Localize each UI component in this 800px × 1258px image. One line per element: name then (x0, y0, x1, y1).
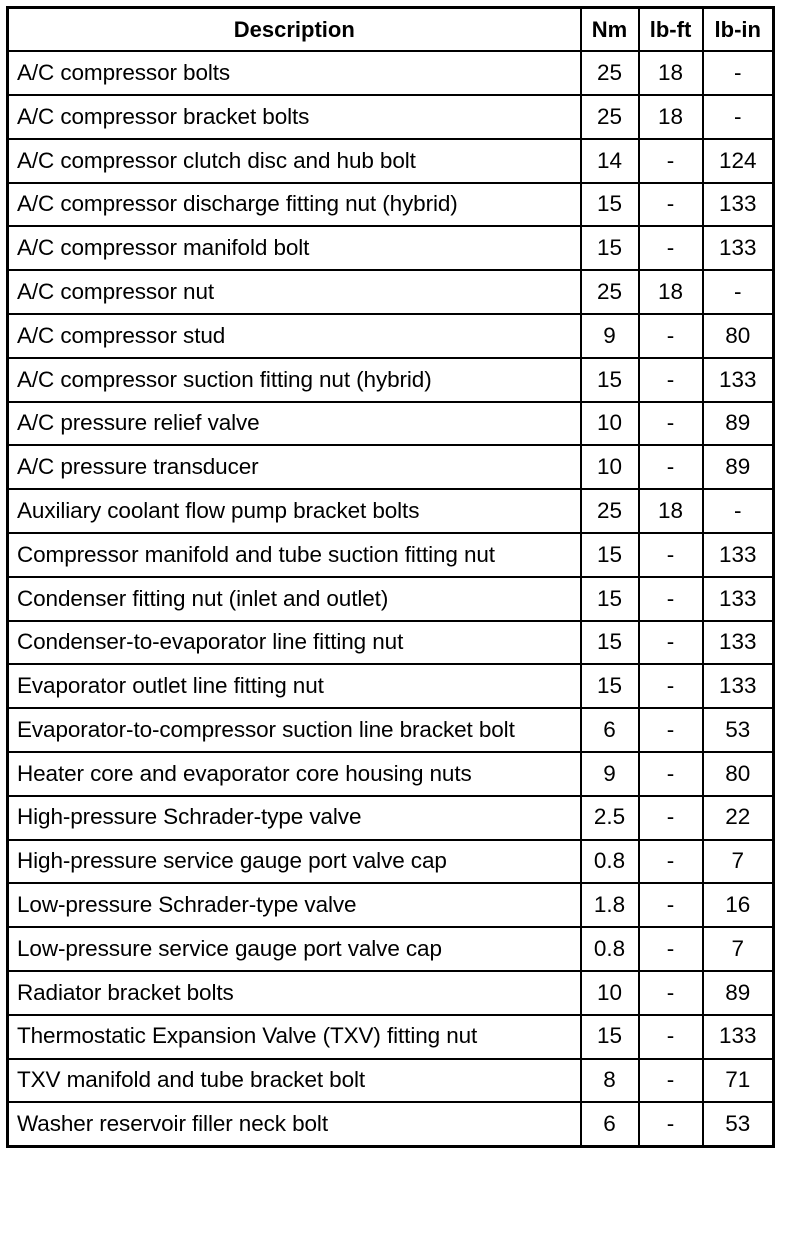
description-cell: Thermostatic Expansion Valve (TXV) fitting nut (8, 1015, 581, 1059)
lb-ft-cell: - (639, 708, 703, 752)
lb-ft-cell: - (639, 664, 703, 708)
description-cell: Evaporator outlet line fitting nut (8, 664, 581, 708)
nm-cell: 15 (581, 664, 639, 708)
lb-in-cell: 22 (703, 796, 774, 840)
lb-ft-cell: - (639, 577, 703, 621)
lb-ft-cell: 18 (639, 270, 703, 314)
header-row (8, 8, 774, 52)
table-row (8, 796, 774, 840)
table-row (8, 708, 774, 752)
nm-cell: 25 (581, 95, 639, 139)
description-cell: High-pressure Schrader-type valve (8, 796, 581, 840)
table-row (8, 1059, 774, 1103)
lb-in-cell: 71 (703, 1059, 774, 1103)
lb-in-cell: 133 (703, 664, 774, 708)
table-row (8, 314, 774, 358)
nm-cell: 15 (581, 1015, 639, 1059)
table-body (8, 51, 774, 1146)
description-cell: Condenser-to-evaporator line fitting nut (8, 621, 581, 665)
table-row (8, 840, 774, 884)
table-row (8, 971, 774, 1015)
nm-cell: 6 (581, 1102, 639, 1146)
table-row (8, 183, 774, 227)
description-cell: A/C compressor stud (8, 314, 581, 358)
lb-ft-cell: - (639, 971, 703, 1015)
nm-cell: 2.5 (581, 796, 639, 840)
lb-in-cell: 89 (703, 971, 774, 1015)
header-description: Description (8, 8, 581, 52)
lb-ft-cell: 18 (639, 489, 703, 533)
nm-cell: 15 (581, 621, 639, 665)
table-row (8, 752, 774, 796)
description-cell: TXV manifold and tube bracket bolt (8, 1059, 581, 1103)
nm-cell: 9 (581, 752, 639, 796)
nm-cell: 8 (581, 1059, 639, 1103)
table-row (8, 1015, 774, 1059)
nm-cell: 1.8 (581, 883, 639, 927)
lb-ft-cell: - (639, 752, 703, 796)
lb-ft-cell: - (639, 1059, 703, 1103)
lb-ft-cell: - (639, 183, 703, 227)
table-row (8, 226, 774, 270)
lb-in-cell: 80 (703, 752, 774, 796)
lb-in-cell: 53 (703, 708, 774, 752)
table-row (8, 445, 774, 489)
nm-cell: 0.8 (581, 927, 639, 971)
description-cell: High-pressure service gauge port valve cap (8, 840, 581, 884)
lb-ft-cell: - (639, 226, 703, 270)
header-lb-ft: lb-ft (639, 8, 703, 52)
header-lb-in: lb-in (703, 8, 774, 52)
lb-ft-cell: - (639, 314, 703, 358)
description-cell: A/C compressor nut (8, 270, 581, 314)
lb-in-cell: - (703, 489, 774, 533)
table-row (8, 577, 774, 621)
description-cell: Low-pressure service gauge port valve cap (8, 927, 581, 971)
lb-ft-cell: - (639, 402, 703, 446)
lb-in-cell: 16 (703, 883, 774, 927)
lb-ft-cell: - (639, 927, 703, 971)
description-cell: Condenser fitting nut (inlet and outlet) (8, 577, 581, 621)
lb-ft-cell: - (639, 883, 703, 927)
table-header (8, 8, 774, 52)
header-nm: Nm (581, 8, 639, 52)
table-row (8, 270, 774, 314)
lb-in-cell: 133 (703, 621, 774, 665)
table-row (8, 883, 774, 927)
nm-cell: 0.8 (581, 840, 639, 884)
lb-ft-cell: - (639, 1015, 703, 1059)
description-cell: A/C compressor bolts (8, 51, 581, 95)
lb-ft-cell: - (639, 139, 703, 183)
nm-cell: 10 (581, 971, 639, 1015)
nm-cell: 10 (581, 445, 639, 489)
lb-in-cell: 80 (703, 314, 774, 358)
lb-in-cell: 53 (703, 1102, 774, 1146)
nm-cell: 6 (581, 708, 639, 752)
lb-in-cell: 133 (703, 226, 774, 270)
description-cell: A/C pressure relief valve (8, 402, 581, 446)
lb-ft-cell: 18 (639, 51, 703, 95)
table-row (8, 51, 774, 95)
lb-ft-cell: - (639, 445, 703, 489)
nm-cell: 25 (581, 270, 639, 314)
table-row (8, 95, 774, 139)
lb-in-cell: 89 (703, 402, 774, 446)
nm-cell: 10 (581, 402, 639, 446)
description-cell: Evaporator-to-compressor suction line bracket bolt (8, 708, 581, 752)
table-row (8, 927, 774, 971)
description-cell: Radiator bracket bolts (8, 971, 581, 1015)
lb-in-cell: - (703, 270, 774, 314)
table-row (8, 489, 774, 533)
nm-cell: 15 (581, 358, 639, 402)
lb-ft-cell: - (639, 621, 703, 665)
lb-ft-cell: - (639, 796, 703, 840)
nm-cell: 14 (581, 139, 639, 183)
table-row (8, 1102, 774, 1146)
nm-cell: 25 (581, 489, 639, 533)
nm-cell: 9 (581, 314, 639, 358)
lb-in-cell: - (703, 51, 774, 95)
description-cell: A/C compressor suction fitting nut (hybrid) (8, 358, 581, 402)
description-cell: Low-pressure Schrader-type valve (8, 883, 581, 927)
description-cell: A/C compressor discharge fitting nut (hybrid) (8, 183, 581, 227)
nm-cell: 15 (581, 226, 639, 270)
table-row (8, 139, 774, 183)
table-row (8, 402, 774, 446)
description-cell: Heater core and evaporator core housing nuts (8, 752, 581, 796)
lb-in-cell: 133 (703, 183, 774, 227)
nm-cell: 15 (581, 533, 639, 577)
lb-in-cell: 7 (703, 927, 774, 971)
lb-in-cell: 7 (703, 840, 774, 884)
lb-ft-cell: - (639, 1102, 703, 1146)
lb-in-cell: 124 (703, 139, 774, 183)
nm-cell: 15 (581, 577, 639, 621)
description-cell: A/C pressure transducer (8, 445, 581, 489)
lb-ft-cell: - (639, 840, 703, 884)
description-cell: Compressor manifold and tube suction fitting nut (8, 533, 581, 577)
description-cell: Washer reservoir filler neck bolt (8, 1102, 581, 1146)
table-row (8, 358, 774, 402)
description-cell: Auxiliary coolant flow pump bracket bolts (8, 489, 581, 533)
lb-in-cell: 133 (703, 1015, 774, 1059)
table-row (8, 621, 774, 665)
nm-cell: 25 (581, 51, 639, 95)
table-row (8, 533, 774, 577)
lb-ft-cell: 18 (639, 95, 703, 139)
lb-in-cell: 133 (703, 577, 774, 621)
description-cell: A/C compressor manifold bolt (8, 226, 581, 270)
lb-ft-cell: - (639, 358, 703, 402)
torque-spec-table (6, 6, 775, 1148)
description-cell: A/C compressor bracket bolts (8, 95, 581, 139)
description-cell: A/C compressor clutch disc and hub bolt (8, 139, 581, 183)
lb-in-cell: 133 (703, 358, 774, 402)
table-row (8, 664, 774, 708)
nm-cell: 15 (581, 183, 639, 227)
lb-in-cell: 89 (703, 445, 774, 489)
lb-in-cell: - (703, 95, 774, 139)
lb-ft-cell: - (639, 533, 703, 577)
lb-in-cell: 133 (703, 533, 774, 577)
